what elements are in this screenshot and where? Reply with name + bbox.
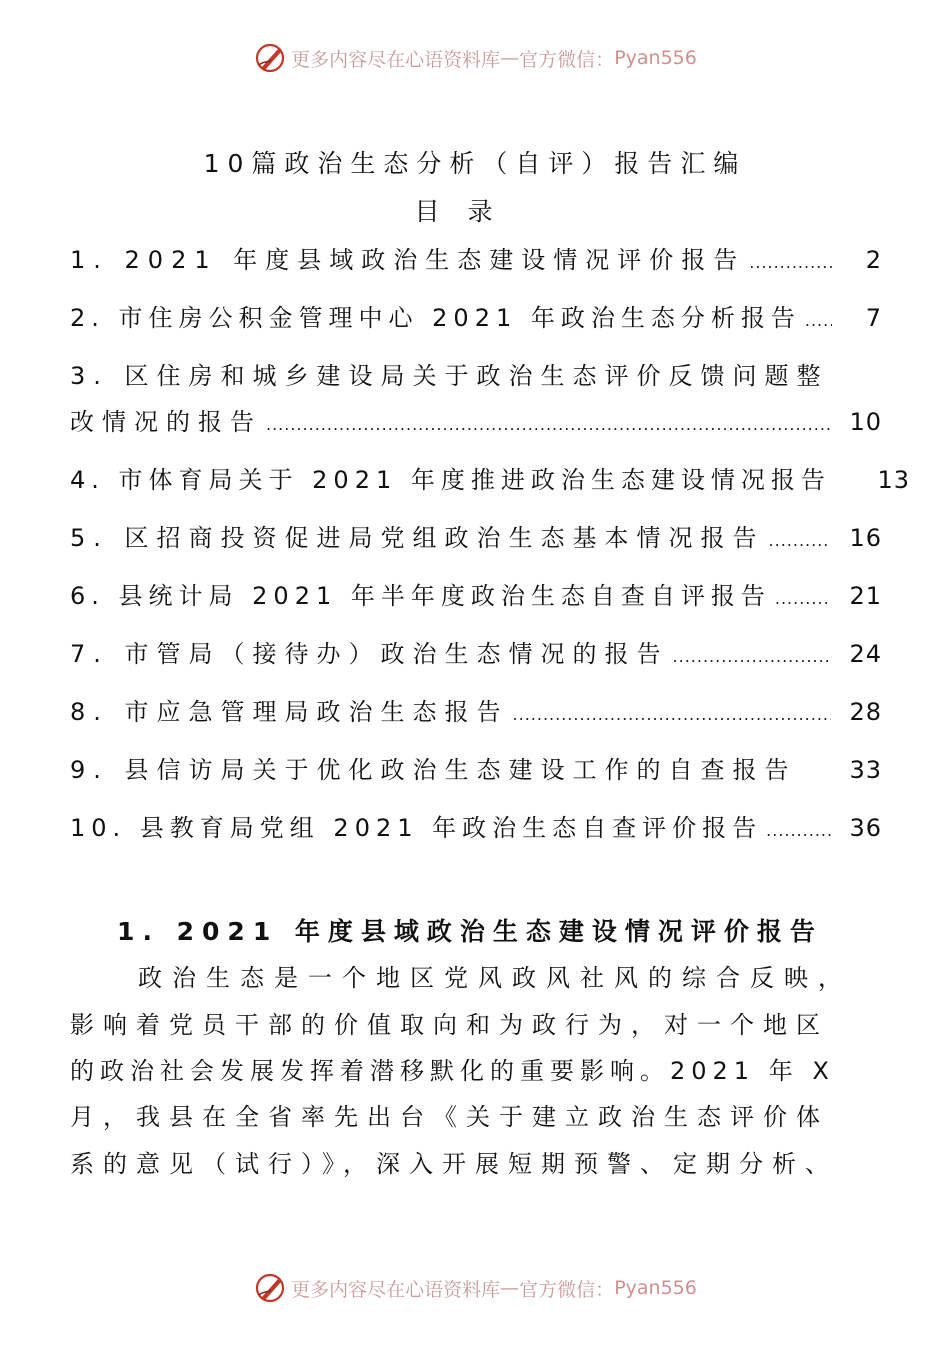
watermark-brand: 更多内容尽在心语资料库 [291, 1278, 501, 1301]
toc-entry-label: 7. 市管局（接待办）政治生态情况的报告 [70, 640, 669, 668]
toc-entry-5[interactable] [70, 518, 882, 553]
toc-page-number: 28 [849, 698, 882, 726]
watermark-contact-label: 官方微信： [519, 48, 615, 71]
toc-leader-dots [513, 705, 832, 724]
body-paragraph-line-5: 系的意见（试行）》，深入开展短期预警、定期分析、 [70, 1150, 838, 1178]
toc-entry-3-continued[interactable] [70, 402, 882, 437]
toc-leader-dots [805, 311, 832, 330]
pen-logo-icon [253, 41, 287, 75]
toc-entry-7[interactable] [70, 634, 882, 669]
watermark-handle: Pyan556 [614, 1277, 697, 1299]
toc-entry-1[interactable] [70, 240, 882, 275]
header-watermark [0, 38, 950, 78]
document-title: 10篇政治生态分析（自评）报告汇编 [203, 149, 747, 178]
toc-leader-dots [673, 647, 832, 666]
watermark-handle: Pyan556 [614, 47, 697, 69]
toc-entry-9[interactable] [70, 750, 882, 785]
toc-page-number: 13 [877, 466, 910, 494]
toc-page-number: 7 [865, 304, 882, 332]
toc-entry-label: 2. 市住房公积金管理中心 2021 年政治生态分析报告 [70, 304, 801, 332]
toc-leader-dots [266, 415, 831, 434]
toc-entry-label: 6. 县统计局 2021 年半年度政治生态自查自评报告 [70, 582, 771, 610]
toc-entry-label: 5. 区招商投资促进局党组政治生态基本情况报告 [70, 524, 765, 552]
toc-entry-label-line2: 改情况的报告 [70, 408, 262, 436]
watermark-contact-label: 官方微信： [519, 1278, 615, 1301]
toc-page-number: 36 [849, 814, 882, 842]
toc-entry-label: 10. 县教育局党组 2021 年政治生态自查评价报告 [70, 814, 763, 842]
toc-entry-4[interactable] [70, 460, 910, 495]
toc-entry-10[interactable] [70, 808, 882, 843]
toc-page-number: 10 [849, 408, 882, 436]
footer-watermark [0, 1268, 950, 1308]
watermark-dash: — [500, 47, 520, 69]
body-paragraph-line-3: 的政治社会发展发挥着潜移默化的重要影响。2021 年 X [70, 1057, 835, 1085]
toc-entry-label: 3. 区住房和城乡建设局关于政治生态评价反馈问题整 [70, 362, 829, 390]
toc-page-number: 24 [849, 640, 882, 668]
toc-entry-label: 1. 2021 年度县域政治生态建设情况评价报告 [70, 246, 746, 274]
toc-leader-dots [775, 589, 832, 608]
body-paragraph-line-4: 月，我县在全省率先出台《关于建立政治生态评价体 [70, 1103, 829, 1131]
pen-logo-icon [253, 1271, 287, 1305]
toc-entry-label: 4. 市体育局关于 2021 年度推进政治生态建设情况报告 [70, 466, 831, 494]
toc-leader-dots [749, 253, 832, 272]
body-paragraph-line-2: 影响着党员干部的价值取向和为政行为，对一个地区 [70, 1011, 829, 1039]
section-1-title: 1. 2021 年度县域政治生态建设情况评价报告 [117, 917, 823, 946]
toc-page-number: 16 [849, 524, 882, 552]
toc-entry-2[interactable] [70, 298, 882, 333]
body-paragraph-line-1: 政治生态是一个地区党风政风社风的综合反映， [138, 964, 852, 992]
toc-heading: 目录 [414, 197, 521, 226]
watermark-brand: 更多内容尽在心语资料库 [291, 48, 501, 71]
toc-page-number: 33 [849, 756, 882, 784]
toc-leader-dots [766, 821, 831, 840]
toc-page-number: 2 [865, 246, 882, 274]
toc-leader-dots [769, 531, 832, 550]
toc-entry-label: 8. 市应急管理局政治生态报告 [70, 698, 509, 726]
toc-entry-8[interactable] [70, 692, 882, 727]
toc-entry-3[interactable] [70, 356, 882, 391]
toc-entry-label: 9. 县信访局关于优化政治生态建设工作的自查报告 [70, 756, 797, 784]
toc-page-number: 21 [849, 582, 882, 610]
watermark-dash: — [500, 1277, 520, 1299]
toc-entry-6[interactable] [70, 576, 882, 611]
